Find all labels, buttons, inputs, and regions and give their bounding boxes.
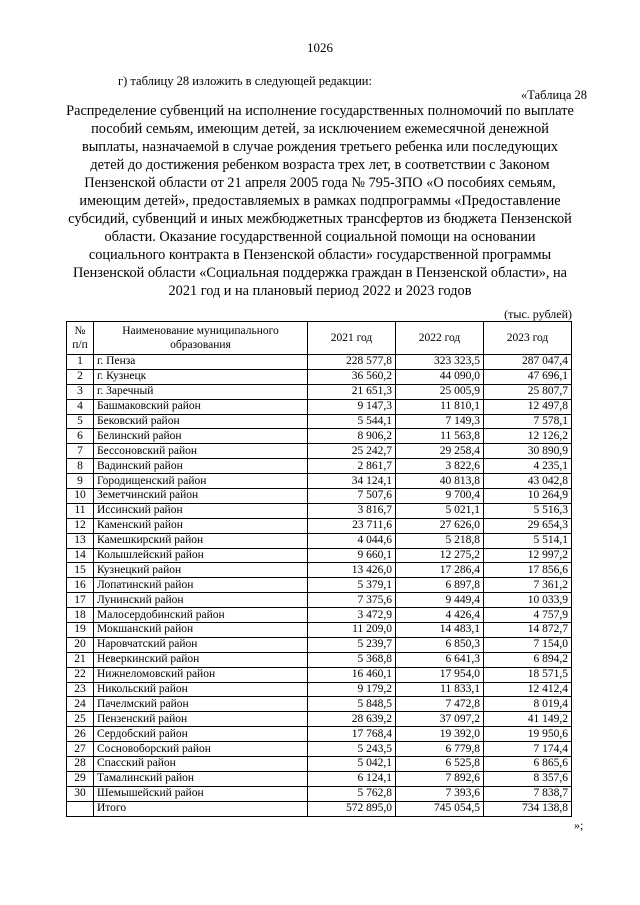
value-2021: 228 577,8 — [308, 355, 396, 370]
row-number: 15 — [67, 563, 94, 578]
municipality-name: Малосердобинский район — [94, 608, 308, 623]
row-number: 6 — [67, 429, 94, 444]
table-row — [67, 593, 572, 608]
value-2021: 23 711,6 — [308, 518, 396, 533]
row-number: 2 — [67, 369, 94, 384]
table-row — [67, 757, 572, 772]
municipality-name: Пачелмский район — [94, 697, 308, 712]
table-row — [67, 489, 572, 504]
row-number: 20 — [67, 637, 94, 652]
value-2023: 12 412,4 — [484, 682, 572, 697]
value-2022: 323 323,5 — [396, 355, 484, 370]
value-2023: 25 807,7 — [484, 384, 572, 399]
value-2022: 9 449,4 — [396, 593, 484, 608]
row-number: 7 — [67, 444, 94, 459]
value-2022: 5 218,8 — [396, 533, 484, 548]
table-row — [67, 608, 572, 623]
municipality-name: Городищенский район — [94, 474, 308, 489]
value-2023: 29 654,3 — [484, 518, 572, 533]
value-2021: 3 816,7 — [308, 503, 396, 518]
value-2023: 8 357,6 — [484, 771, 572, 786]
value-2023: 17 856,6 — [484, 563, 572, 578]
value-2023: 47 696,1 — [484, 369, 572, 384]
municipality-name: Нижнеломовский район — [94, 667, 308, 682]
value-2021: 5 243,5 — [308, 742, 396, 757]
table-row — [67, 637, 572, 652]
value-2021: 9 179,2 — [308, 682, 396, 697]
table-reference: «Таблица 28 — [521, 88, 587, 102]
table-row — [67, 742, 572, 757]
value-2023: 6 865,6 — [484, 757, 572, 772]
row-number: 24 — [67, 697, 94, 712]
value-2021: 13 426,0 — [308, 563, 396, 578]
table-header-row — [67, 322, 572, 355]
municipality-name: Сердобский район — [94, 727, 308, 742]
value-2023: 5 514,1 — [484, 533, 572, 548]
row-number: 25 — [67, 712, 94, 727]
value-2022: 6 525,8 — [396, 757, 484, 772]
row-number: 17 — [67, 593, 94, 608]
value-2021: 4 044,6 — [308, 533, 396, 548]
value-2023: 7 154,0 — [484, 637, 572, 652]
value-2021: 25 242,7 — [308, 444, 396, 459]
row-number: 11 — [67, 503, 94, 518]
value-2021: 16 460,1 — [308, 667, 396, 682]
value-2022: 17 286,4 — [396, 563, 484, 578]
value-2023: 4 757,9 — [484, 608, 572, 623]
value-2022: 7 892,6 — [396, 771, 484, 786]
row-number: 14 — [67, 548, 94, 563]
header-2021: 2021 год — [308, 322, 396, 355]
table-row — [67, 369, 572, 384]
row-number: 21 — [67, 652, 94, 667]
municipality-name: Сосновоборский район — [94, 742, 308, 757]
value-2021: 5 042,1 — [308, 757, 396, 772]
total-2021: 572 895,0 — [308, 801, 396, 816]
value-2023: 12 497,8 — [484, 399, 572, 414]
value-2023: 7 838,7 — [484, 786, 572, 801]
value-2023: 18 571,5 — [484, 667, 572, 682]
value-2022: 14 483,1 — [396, 623, 484, 638]
municipality-name: Неверкинский район — [94, 652, 308, 667]
row-number: 5 — [67, 414, 94, 429]
value-2023: 6 894,2 — [484, 652, 572, 667]
table-row — [67, 474, 572, 489]
value-2023: 7 174,4 — [484, 742, 572, 757]
municipality-name: Лунинский район — [94, 593, 308, 608]
municipality-name: Башмаковский район — [94, 399, 308, 414]
value-2021: 5 848,5 — [308, 697, 396, 712]
value-2023: 12 126,2 — [484, 429, 572, 444]
closing-mark: »; — [574, 818, 584, 832]
table-row — [67, 429, 572, 444]
value-2022: 4 426,4 — [396, 608, 484, 623]
value-2023: 7 361,2 — [484, 578, 572, 593]
value-2023: 30 890,9 — [484, 444, 572, 459]
municipality-name: Колышлейский район — [94, 548, 308, 563]
value-2023: 5 516,3 — [484, 503, 572, 518]
table-row — [67, 727, 572, 742]
table-row — [67, 533, 572, 548]
value-2022: 37 097,2 — [396, 712, 484, 727]
table-row — [67, 652, 572, 667]
municipality-name: Спасский район — [94, 757, 308, 772]
value-2022: 7 472,8 — [396, 697, 484, 712]
municipality-name: г. Кузнецк — [94, 369, 308, 384]
value-2021: 17 768,4 — [308, 727, 396, 742]
total-label: Итого — [94, 801, 308, 816]
value-2021: 6 124,1 — [308, 771, 396, 786]
value-2022: 5 021,1 — [396, 503, 484, 518]
value-2023: 287 047,4 — [484, 355, 572, 370]
municipality-name: Бековский район — [94, 414, 308, 429]
value-2022: 11 810,1 — [396, 399, 484, 414]
value-2022: 17 954,0 — [396, 667, 484, 682]
value-2023: 43 042,8 — [484, 474, 572, 489]
municipality-name: г. Заречный — [94, 384, 308, 399]
value-2021: 36 560,2 — [308, 369, 396, 384]
municipality-name: Шемышейский район — [94, 786, 308, 801]
row-number: 13 — [67, 533, 94, 548]
total-row — [67, 801, 572, 816]
value-2023: 4 235,1 — [484, 459, 572, 474]
total-num-cell — [67, 801, 94, 816]
value-2022: 19 392,0 — [396, 727, 484, 742]
value-2022: 6 779,8 — [396, 742, 484, 757]
municipality-name: Наровчатский район — [94, 637, 308, 652]
value-2022: 29 258,4 — [396, 444, 484, 459]
value-2021: 5 544,1 — [308, 414, 396, 429]
municipality-name: Никольский район — [94, 682, 308, 697]
row-number: 26 — [67, 727, 94, 742]
municipality-name: Лопатинский район — [94, 578, 308, 593]
units-label: (тыс. рублей) — [504, 307, 572, 321]
table-row — [67, 414, 572, 429]
table-row — [67, 503, 572, 518]
value-2023: 7 578,1 — [484, 414, 572, 429]
header-2022: 2022 год — [396, 322, 484, 355]
value-2023: 8 019,4 — [484, 697, 572, 712]
value-2023: 19 950,6 — [484, 727, 572, 742]
total-2022: 745 054,5 — [396, 801, 484, 816]
table-row — [67, 518, 572, 533]
header-2023: 2023 год — [484, 322, 572, 355]
value-2022: 6 897,8 — [396, 578, 484, 593]
value-2022: 9 700,4 — [396, 489, 484, 504]
table-row — [67, 623, 572, 638]
value-2022: 7 393,6 — [396, 786, 484, 801]
value-2021: 11 209,0 — [308, 623, 396, 638]
municipality-name: Камешкирский район — [94, 533, 308, 548]
value-2021: 9 147,3 — [308, 399, 396, 414]
municipality-name: Земетчинский район — [94, 489, 308, 504]
row-number: 16 — [67, 578, 94, 593]
intro-text: г) таблицу 28 изложить в следующей редакции: — [118, 74, 372, 88]
value-2022: 6 850,3 — [396, 637, 484, 652]
table-row — [67, 384, 572, 399]
value-2021: 5 368,8 — [308, 652, 396, 667]
municipality-name: Иссинский район — [94, 503, 308, 518]
value-2022: 27 626,0 — [396, 518, 484, 533]
value-2023: 10 264,9 — [484, 489, 572, 504]
table-row — [67, 548, 572, 563]
table-row — [67, 712, 572, 727]
value-2022: 40 813,8 — [396, 474, 484, 489]
municipality-name: Тамалинский район — [94, 771, 308, 786]
header-num: № п/п — [67, 322, 94, 355]
value-2022: 12 275,2 — [396, 548, 484, 563]
value-2023: 41 149,2 — [484, 712, 572, 727]
value-2021: 8 906,2 — [308, 429, 396, 444]
municipality-name: г. Пенза — [94, 355, 308, 370]
row-number: 8 — [67, 459, 94, 474]
table-row — [67, 563, 572, 578]
value-2021: 34 124,1 — [308, 474, 396, 489]
value-2021: 5 762,8 — [308, 786, 396, 801]
row-number: 10 — [67, 489, 94, 504]
value-2023: 12 997,2 — [484, 548, 572, 563]
row-number: 27 — [67, 742, 94, 757]
header-name: Наименование муниципального образования — [94, 322, 308, 355]
row-number: 19 — [67, 623, 94, 638]
value-2021: 5 379,1 — [308, 578, 396, 593]
table-row — [67, 667, 572, 682]
municipality-name: Мокшанский район — [94, 623, 308, 638]
value-2022: 44 090,0 — [396, 369, 484, 384]
value-2022: 7 149,3 — [396, 414, 484, 429]
row-number: 29 — [67, 771, 94, 786]
value-2021: 7 375,6 — [308, 593, 396, 608]
table-row — [67, 444, 572, 459]
table-row — [67, 697, 572, 712]
value-2021: 21 651,3 — [308, 384, 396, 399]
municipality-name: Каменский район — [94, 518, 308, 533]
municipality-name: Белинский район — [94, 429, 308, 444]
municipality-name: Бессоновский район — [94, 444, 308, 459]
row-number: 12 — [67, 518, 94, 533]
value-2022: 11 833,1 — [396, 682, 484, 697]
row-number: 3 — [67, 384, 94, 399]
row-number: 22 — [67, 667, 94, 682]
value-2021: 2 861,7 — [308, 459, 396, 474]
total-2023: 734 138,8 — [484, 801, 572, 816]
row-number: 1 — [67, 355, 94, 370]
municipality-name: Пензенский район — [94, 712, 308, 727]
value-2021: 28 639,2 — [308, 712, 396, 727]
value-2021: 9 660,1 — [308, 548, 396, 563]
row-number: 18 — [67, 608, 94, 623]
value-2023: 10 033,9 — [484, 593, 572, 608]
row-number: 4 — [67, 399, 94, 414]
document-title: Распределение субвенций на исполнение государственных полномочий по выплате пособий семьям, имеющим детей, за исключением ежемесячной денежной выплаты, назначаемой в случае рождения третьего ребенка или последующих детей до достижения ребенком возраста трех лет, в соответствии с Законом Пензенской области от 21 апреля 2005 года № 795-ЗПО «О пособиях семьям, имеющим детей», предоставляемых в рамках подпрограммы «Предоставление субсидий, субвенций и иных межбюджетных трансфертов из бюджета Пензенской области. Оказание государственной социальной помощи на основании социального контракта в Пензенской области» государственной программы Пензенской области «Социальная поддержка граждан в Пензенской области», на 2021 год и на плановый период 2022 и 2023 годов — [66, 103, 574, 299]
value-2022: 6 641,3 — [396, 652, 484, 667]
table-row — [67, 578, 572, 593]
municipality-name: Кузнецкий район — [94, 563, 308, 578]
value-2022: 11 563,8 — [396, 429, 484, 444]
table-row — [67, 682, 572, 697]
row-number: 28 — [67, 757, 94, 772]
table-row — [67, 771, 572, 786]
table-row — [67, 459, 572, 474]
value-2022: 25 005,9 — [396, 384, 484, 399]
subvention-table — [66, 321, 572, 817]
value-2021: 3 472,9 — [308, 608, 396, 623]
municipality-name: Вадинский район — [94, 459, 308, 474]
row-number: 23 — [67, 682, 94, 697]
value-2021: 5 239,7 — [308, 637, 396, 652]
value-2023: 14 872,7 — [484, 623, 572, 638]
value-2021: 7 507,6 — [308, 489, 396, 504]
table-row — [67, 399, 572, 414]
page-number: 1026 — [307, 40, 333, 55]
table-row — [67, 355, 572, 370]
table-row — [67, 786, 572, 801]
row-number: 30 — [67, 786, 94, 801]
value-2022: 3 822,6 — [396, 459, 484, 474]
row-number: 9 — [67, 474, 94, 489]
